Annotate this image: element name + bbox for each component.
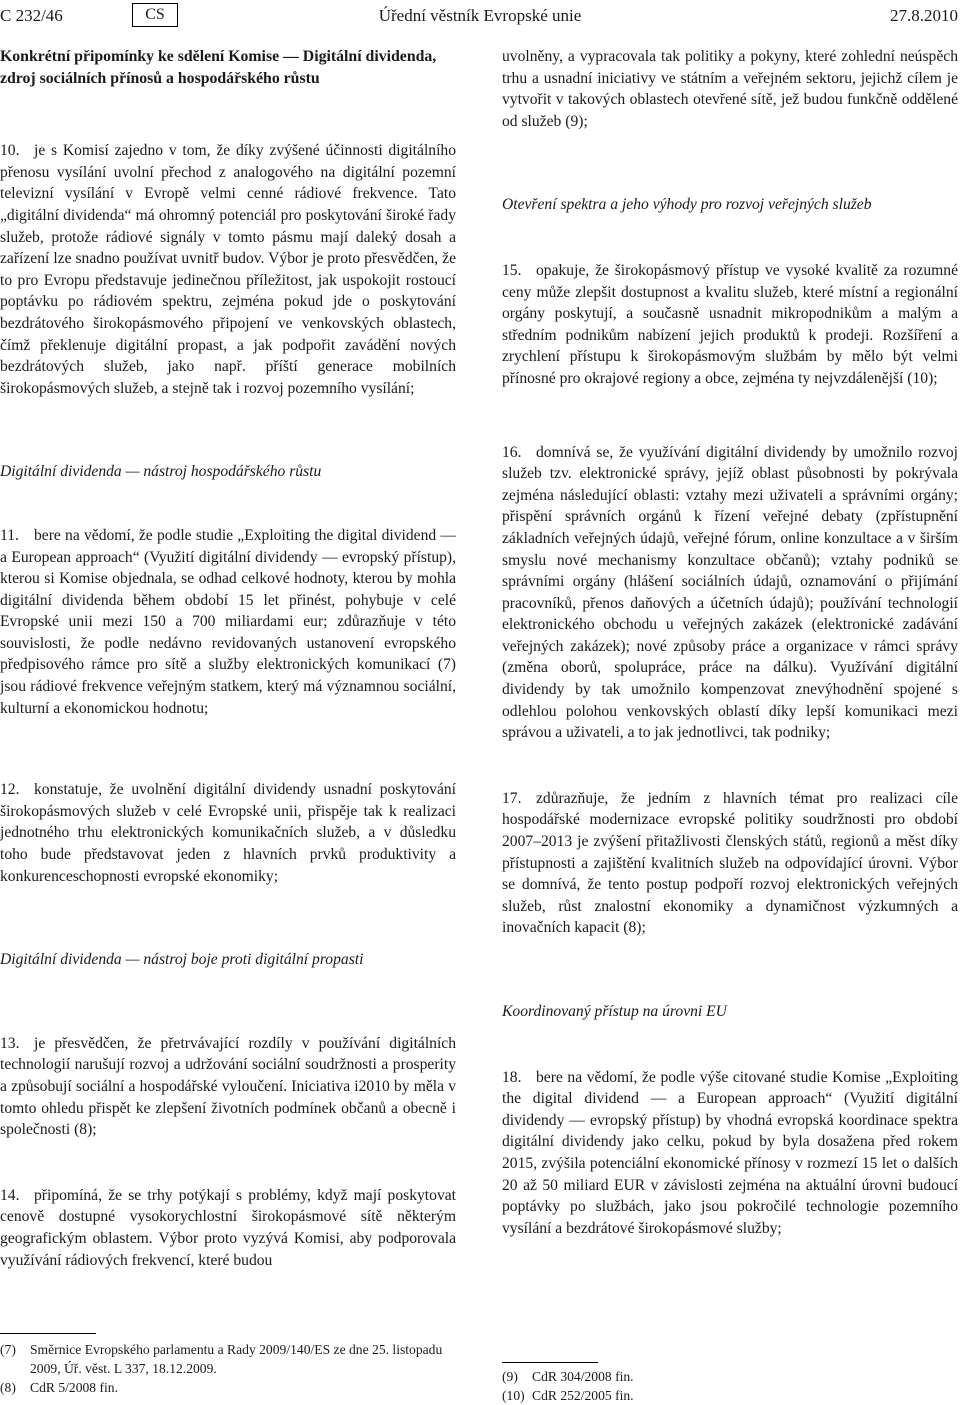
paragraph-text: konstatuje, že uvolnění digitální dividendy usnadní poskytování širokopásmových služeb v celé Evropské unii, přispěje tak k realizaci jednotného trhu elektronických komunikačních služeb, a v důsledku toho bude představovat jeden z hlavních prvků produktivity a konkurenceschopnosti evropské ekonomiky; xyxy=(0,781,456,885)
footnote-divider xyxy=(502,1362,598,1363)
paragraph-15 xyxy=(502,260,958,390)
language-badge: CS xyxy=(132,3,178,27)
paragraph-text: bere na vědomí, že podle studie „Exploiting the digital dividend — a European approach“ (Využití digitální dividendy — evropský přístup), kterou si Komise objednala, se odhad celkové hodnoty, kterou by mohla digitální dividenda během období 15 let přinést, pohybuje v celé Evropské unii mezi 150 a 700 miliardami eur; zdůrazňuje v této souvislosti, že podle nedávno revidovaných ustanovení evropského předpisového rámce pro sítě a služby elektronických komunikací xyxy=(0,526,456,674)
paragraph-text: ; xyxy=(583,112,588,130)
page-header xyxy=(0,2,960,28)
paragraph-text: je s Komisí zajedno v tom, že díky zvýšené účinnosti digitálního přenosu vysílání uvolní přechod z analogového na digitální pozemní televizní vysílání v Evropě velmi cenné rádiové frekvence. Tato „digitální dividenda“ má ohromný potenciál pro poskytování široké řady služeb, protože rádiové signály v tomto pásmu mají daleký dosah a zařízení lze snadno používat uvnitř budov. Výbor je proto přesvědčen, že to pro Evropu představuje jedinečnou příležitost, jak uspokojit rostoucí poptávku po rádiovém spektru, zejména pokud jde o poskytování bezdrátového širokopásmového připojení ve venkovských oblastech, čímž překlenuje digitální propast, a jak podpořit zavádění nových bezdrátových služeb, jako např. příští generace mobilních širokopásmových služeb, a stejně tak i rozvoj pozemního vysílání; xyxy=(0,142,456,397)
paragraph-text: uvolněny, a vypracovala tak politiky a pokyny, které zohlední neúspěch trhu a usnadní iniciativy ve státním a veřejném sektoru, jejichž cílem je vytvořit v takových oblastech otevřené sítě, jež budou funkčně oddělené od služeb xyxy=(502,48,958,130)
footnote-ref: (7) xyxy=(437,656,456,674)
left-footnotes xyxy=(0,1340,456,1397)
left-column xyxy=(0,46,456,1271)
footnote-marker: (10) xyxy=(502,1388,525,1403)
footnote-text: CdR 252/2005 fin. xyxy=(532,1388,634,1403)
footnote-7 xyxy=(0,1340,456,1378)
subheading-digital-divide: Digitální dividenda — nástroj boje proti digitální propasti xyxy=(0,951,364,969)
footnote-ref: (8) xyxy=(74,1121,93,1139)
footnote-9 xyxy=(502,1367,958,1386)
paragraph-text: zdůrazňuje, že jedním z hlavních témat pro realizaci cíle hospodářské modernizace evropské politiky soudržnosti pro období 2007–2013 je zvýšení přitažlivosti členských států, regionů a měst díky přístupnosti a zajištění kvalitních služeb na odpovídající úrovni. Výbor se domnívá, že tento postup podpoří rozvoj elektronických veřejných služeb, růst znalostní ekonomiky a dynamičnost výzkumných a inovačních kapacit xyxy=(502,789,958,937)
footnote-10 xyxy=(502,1386,958,1405)
issue-date: 27.8.2010 xyxy=(890,6,958,25)
paragraph-11 xyxy=(0,525,456,719)
right-column xyxy=(502,46,958,1239)
footnote-divider xyxy=(0,1333,96,1334)
footnote-text: CdR 5/2008 fin. xyxy=(30,1380,118,1395)
footnote-text: CdR 304/2008 fin. xyxy=(532,1369,634,1384)
paragraph-number: 18. xyxy=(502,1068,522,1086)
paragraph-text: ; xyxy=(641,919,646,937)
paragraph-text: je přesvědčen, že přetrvávající rozdíly v používání digitálních technologií narušují rozvoj a udržování sociální soudržnosti a prosperity a způsobují sociální a hospodářské vyloučení. Iniciativa i2010 by měla v tomto ohledu přispět ke zlepšení životních podmínek občanů a obecně i společnosti xyxy=(0,1034,456,1139)
paragraph-18 xyxy=(502,1067,958,1240)
footnote-marker: (7) xyxy=(0,1342,16,1357)
paragraph-13 xyxy=(0,1033,456,1141)
paragraph-number: 11. xyxy=(0,526,19,544)
subheading-coordinated-approach: Koordinovaný přístup na úrovni EU xyxy=(502,1003,727,1020)
paragraph-number: 12. xyxy=(0,781,20,799)
journal-title: Úřední věstník Evropské unie xyxy=(378,6,582,25)
paragraph-17 xyxy=(502,788,958,939)
footnote-ref: (9) xyxy=(565,112,584,130)
footnote-marker: (9) xyxy=(502,1369,518,1384)
paragraph-14 xyxy=(0,1185,456,1271)
paragraph-text: domnívá se, že využívání digitální dividendy by umožnilo rozvoj služeb tzv. elektronické správy, jejíž oblast působnosti by pokrývala zejména následující oblasti: vztahy mezi uživateli a správními orgány; přispění správních orgánů k řízení veřejné debaty (zpřístupnění základních veřejných údajů, veřejné fórum, online konzultace a v širším smyslu nové mechanismy konzultace občanů); vztahy podniků se správními orgány (hlášení sociálních údajů, oznamování o přijímání pracovníků, přenos daňových a účetních údajů); používání technologií elektronického obchodu u veřejných zakázek (elektronické zadávání veřejných zakázek); nové způsoby práce a organizace v rámci správy (změna oborů, spolupráce, práce na dálku). Využívání digitální dividendy by tak umožnilo kompenzovat znevýhodnění spojené s odlehlou polohou venkovských oblastí díky lepší komunikaci mezi správou a uživateli, a to jak jednotlivci, tak podniky; xyxy=(502,443,958,742)
paragraph-text: připomíná, že se trhy potýkají s problémy, když mají poskytovat cenově dostupné vysokorychlostní širokopásmové sítě některým geografickým oblastem. Výbor proto vyzývá Komisi, aby podporovala využívání rádiových frekvencí, které budou xyxy=(0,1186,456,1269)
paragraph-text: jsou rádiové frekvence veřejným statkem, který má významnou sociální, kulturní a ekonomickou hodnotu; xyxy=(0,678,456,717)
paragraph-text: opakuje, že širokopásmový přístup ve vysoké kvalitě za rozumné ceny může zlepšit dostupnost a kvalitu služeb, které místní a regionální orgány poskytují, a současně usnadnit mikropodnikům a malým a středním podnikům nabízení jejich produktů k prodeji. Rozšíření a zrychlení přístupu k širokopásmovým službám by mělo být velmi přínosné pro okrajové regiony a obce, zejména ty nejvzdálenější xyxy=(502,261,958,387)
paragraph-number: 10. xyxy=(0,142,20,160)
paragraph-16 xyxy=(502,442,958,744)
paragraph-text: ; xyxy=(933,369,938,387)
footnote-text: Směrnice Evropského parlamentu a Rady 2009/140/ES ze dne 25. listopadu 2009, Úř. věst. L 337, 18.12.2009. xyxy=(30,1342,443,1376)
footnote-ref: (10) xyxy=(907,369,934,387)
subheading-economic-growth: Digitální dividenda — nástroj hospodářského růstu xyxy=(0,463,322,481)
footnote-marker: (8) xyxy=(0,1380,16,1395)
paragraph-12 xyxy=(0,779,456,887)
section-title: Konkrétní připomínky ke sdělení Komise — Digitální dividenda, zdroj sociálních přínosů a hospodářského růstu xyxy=(0,48,437,87)
paragraph-number: 15. xyxy=(502,261,522,279)
page-number: C 232/46 xyxy=(0,6,63,25)
paragraph-number: 16. xyxy=(502,443,522,461)
paragraph-text: ; xyxy=(92,1121,97,1139)
paragraph-number: 13. xyxy=(0,1034,20,1052)
footnote-ref: (8) xyxy=(623,919,642,937)
paragraph-number: 17. xyxy=(502,789,522,807)
paragraph-number: 14. xyxy=(0,1186,20,1204)
paragraph-10 xyxy=(0,140,456,399)
paragraph-14-continued xyxy=(502,46,958,132)
footnote-8 xyxy=(0,1378,456,1397)
subheading-open-spectrum: Otevření spektra a jeho výhody pro rozvoj veřejných služeb xyxy=(502,196,872,214)
right-footnotes xyxy=(502,1367,958,1405)
paragraph-text: bere na vědomí, že podle výše citované studie Komise „Exploiting the digital dividend — a European approach“ (Využití digitální dividendy — evropský přístup) by vhodná evropská koordinace spektra digitální dividendy jako celku, pokud by byla dosažena před rokem 2015, zvýšila potenciální ekonomické přínosy v rozmezí 15 let o dalších 20 až 50 miliard EUR v závislosti zejména na aktuální úrovni budoucí poptávky po službách, jako jsou pokročilé technologie pozemního vysílání a bezdrátové širokopásmové služby; xyxy=(502,1068,958,1237)
